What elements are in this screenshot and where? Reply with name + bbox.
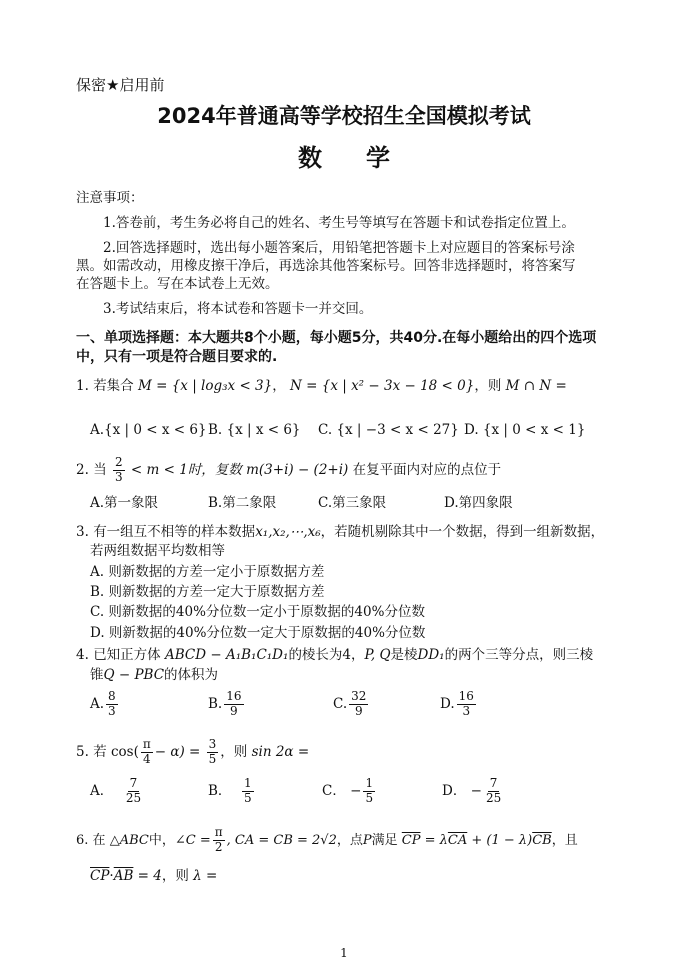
- exam-title: 2024年普通高等学校招生全国模拟考试: [157, 104, 531, 128]
- confidential-label: 保密★启用前: [76, 76, 165, 94]
- cos-fn: cos(: [110, 743, 139, 760]
- question-text: ，则: [161, 868, 189, 884]
- q1-option-b: B. {x | x < 6}: [208, 422, 301, 438]
- notice-item-3: 3.考试结束后，将本试卷和答题卡一并交回。: [103, 301, 373, 317]
- question-1: 1. 若集合 M = {x | log₃x < 3}， N = {x | x² − 3x − 18 < 0}，则 M ∩ N =: [76, 378, 567, 394]
- question-ask: M ∩ N =: [505, 378, 567, 394]
- question-text: ，则: [474, 378, 502, 394]
- fraction: $\frac{\pi}{4}$: [142, 737, 151, 766]
- question-text: 有一组互不相等的样本数据: [93, 524, 256, 540]
- sample-vars: x₁,x₂,⋯,x₆: [255, 524, 321, 540]
- question-text: ，点: [336, 832, 363, 848]
- set-n: N = {x | x² − 3x − 18 < 0}: [290, 378, 475, 394]
- question-text: 在复平面内对应的点位于: [352, 461, 502, 478]
- q5-option-b: B． $\frac{1}{5}$: [208, 776, 252, 805]
- q3-option-b: B. 则新数据的方差一定大于原数据方差: [90, 584, 325, 600]
- q2-option-d: D.第四象限: [444, 495, 513, 511]
- question-text: 锥: [90, 667, 104, 683]
- question-text: 当: [93, 461, 107, 478]
- q1-option-c: C. {x | −3 < x < 27}: [318, 422, 459, 438]
- question-2: [76, 456, 501, 485]
- question-number: 2.: [76, 461, 89, 478]
- fraction: $\frac{2}{3}$: [114, 455, 123, 484]
- question-6-cont: [90, 868, 217, 886]
- question-text: 若集合: [93, 378, 134, 394]
- vector-cb: $\overline{CB}$: [532, 832, 552, 848]
- notice-item-2-end: 在答题卡上。写在本试卷上无效。: [76, 276, 279, 292]
- q2-option-a: A.第一象限: [90, 495, 159, 511]
- triangle-name: △ABC: [109, 832, 149, 848]
- subject-title: 数学: [298, 144, 434, 172]
- fraction: $\frac{3}{5}$: [208, 737, 217, 766]
- pyramid-name: Q − PBC: [103, 667, 165, 683]
- q1-option-a: A.{x | 0 < x < 6}: [90, 422, 207, 438]
- question-3-cont: 若两组数据平均数相等: [90, 543, 225, 559]
- q3-option-c: C. 则新数据的40%分位数一定小于原数据的40%分位数: [90, 604, 425, 620]
- fraction: $\frac{\pi}{2}$: [214, 825, 223, 854]
- notice-item-1: 1.答卷前，考生务必将自己的姓名、考生号等填写在答题卡和试卷指定位置上。: [103, 215, 575, 231]
- notice-item-2-cont: 黑。如需改动，用橡皮擦干净后，再选涂其他答案标号。回答非选择题时，将答案写: [76, 258, 576, 274]
- dot-operator: ·: [109, 868, 114, 884]
- q4-option-b: B. $\frac{16}{9}$: [208, 689, 242, 718]
- dot-product-value: = 4: [133, 868, 162, 884]
- side-lengths: , CA = CB = 2√2: [226, 832, 337, 848]
- question-text: ，且: [551, 832, 578, 848]
- question-text: 满足: [371, 832, 398, 848]
- question-6: [76, 826, 578, 855]
- question-number: 4.: [76, 647, 89, 663]
- notice-item-2: 2.回答选择题时，选出每小题答案后，用铅笔把答题卡上对应题目的答案标号涂: [103, 240, 575, 256]
- notice-heading: 注意事项：: [76, 190, 144, 206]
- section-heading: 一、单项选择题：本大题共8个小题，每小题5分，共40分.在每小题给出的四个选项: [76, 330, 597, 346]
- question-5: [76, 738, 309, 767]
- question-text: 已知正方体: [93, 647, 161, 663]
- q2-option-b: B.第二象限: [208, 495, 277, 511]
- question-text: 在: [92, 832, 106, 848]
- question-number: 5.: [76, 743, 89, 760]
- question-text: 是棱: [390, 647, 418, 663]
- cube-name: ABCD − A₁B₁C₁D₁: [164, 647, 289, 663]
- section-heading-cont: 中，只有一项是符合题目要求的.: [76, 349, 278, 365]
- vector-ca: $\overline{CA}$: [447, 832, 468, 848]
- q3-option-a: A. 则新数据的方差一定小于原数据方差: [90, 564, 325, 580]
- q5-option-a: A． $\frac{7}{25}$: [90, 776, 142, 805]
- question-text: 的两个三等分点，则三棱: [444, 647, 594, 663]
- question-4-cont: [90, 667, 218, 685]
- equals-lambda: = λ: [420, 832, 448, 848]
- vector-cp: $\overline{CP}$: [401, 832, 421, 848]
- q3-option-d: D. 则新数据的40%分位数一定大于原数据的40%分位数: [90, 625, 426, 641]
- angle-c: ∠C =: [174, 832, 211, 848]
- question-ask: λ =: [193, 868, 218, 884]
- q4-option-c: C. $\frac{32}{9}$: [333, 689, 367, 718]
- vector-ab: $\overline{AB}$: [113, 868, 134, 884]
- q4-option-a: A. $\frac{8}{3}$: [90, 689, 116, 718]
- complex-expression: m(3+i) − (2+i): [246, 461, 349, 478]
- one-minus-lambda: + (1 − λ): [467, 832, 533, 848]
- question-ask: sin 2α =: [251, 743, 310, 760]
- page-number: 1: [340, 946, 348, 960]
- question-text: 中，: [148, 832, 175, 848]
- q4-option-d: D. $\frac{16}{3}$: [440, 689, 474, 718]
- q5-option-d: D． − $\frac{7}{25}$: [442, 776, 502, 805]
- q5-option-c: C． − $\frac{1}{5}$: [322, 776, 374, 805]
- edge-name: DD₁: [417, 647, 445, 663]
- question-number: 3.: [76, 524, 89, 540]
- set-m: M = {x | log₃x < 3}: [137, 378, 273, 394]
- question-number: 6.: [76, 832, 89, 848]
- question-3: [76, 524, 604, 542]
- question-4: [76, 647, 593, 665]
- q2-option-c: C.第三象限: [318, 495, 387, 511]
- question-text: 若: [93, 743, 107, 760]
- q1-option-d: D. {x | 0 < x < 1}: [464, 422, 586, 438]
- point-p: P: [362, 832, 372, 848]
- condition: < m < 1时，复数: [130, 461, 242, 478]
- question-number: 1.: [76, 378, 89, 394]
- points-pq: P, Q: [364, 647, 391, 663]
- question-text: 的棱长为4，: [288, 647, 365, 663]
- alpha-term: − α) =: [154, 743, 201, 760]
- vector-cp: $\overline{CP}$: [90, 868, 110, 884]
- question-text: ，若随机剔除其中一个数据，得到一组新数据，: [320, 524, 605, 540]
- question-text: 的体积为: [164, 667, 219, 683]
- question-text: ，则: [220, 743, 248, 760]
